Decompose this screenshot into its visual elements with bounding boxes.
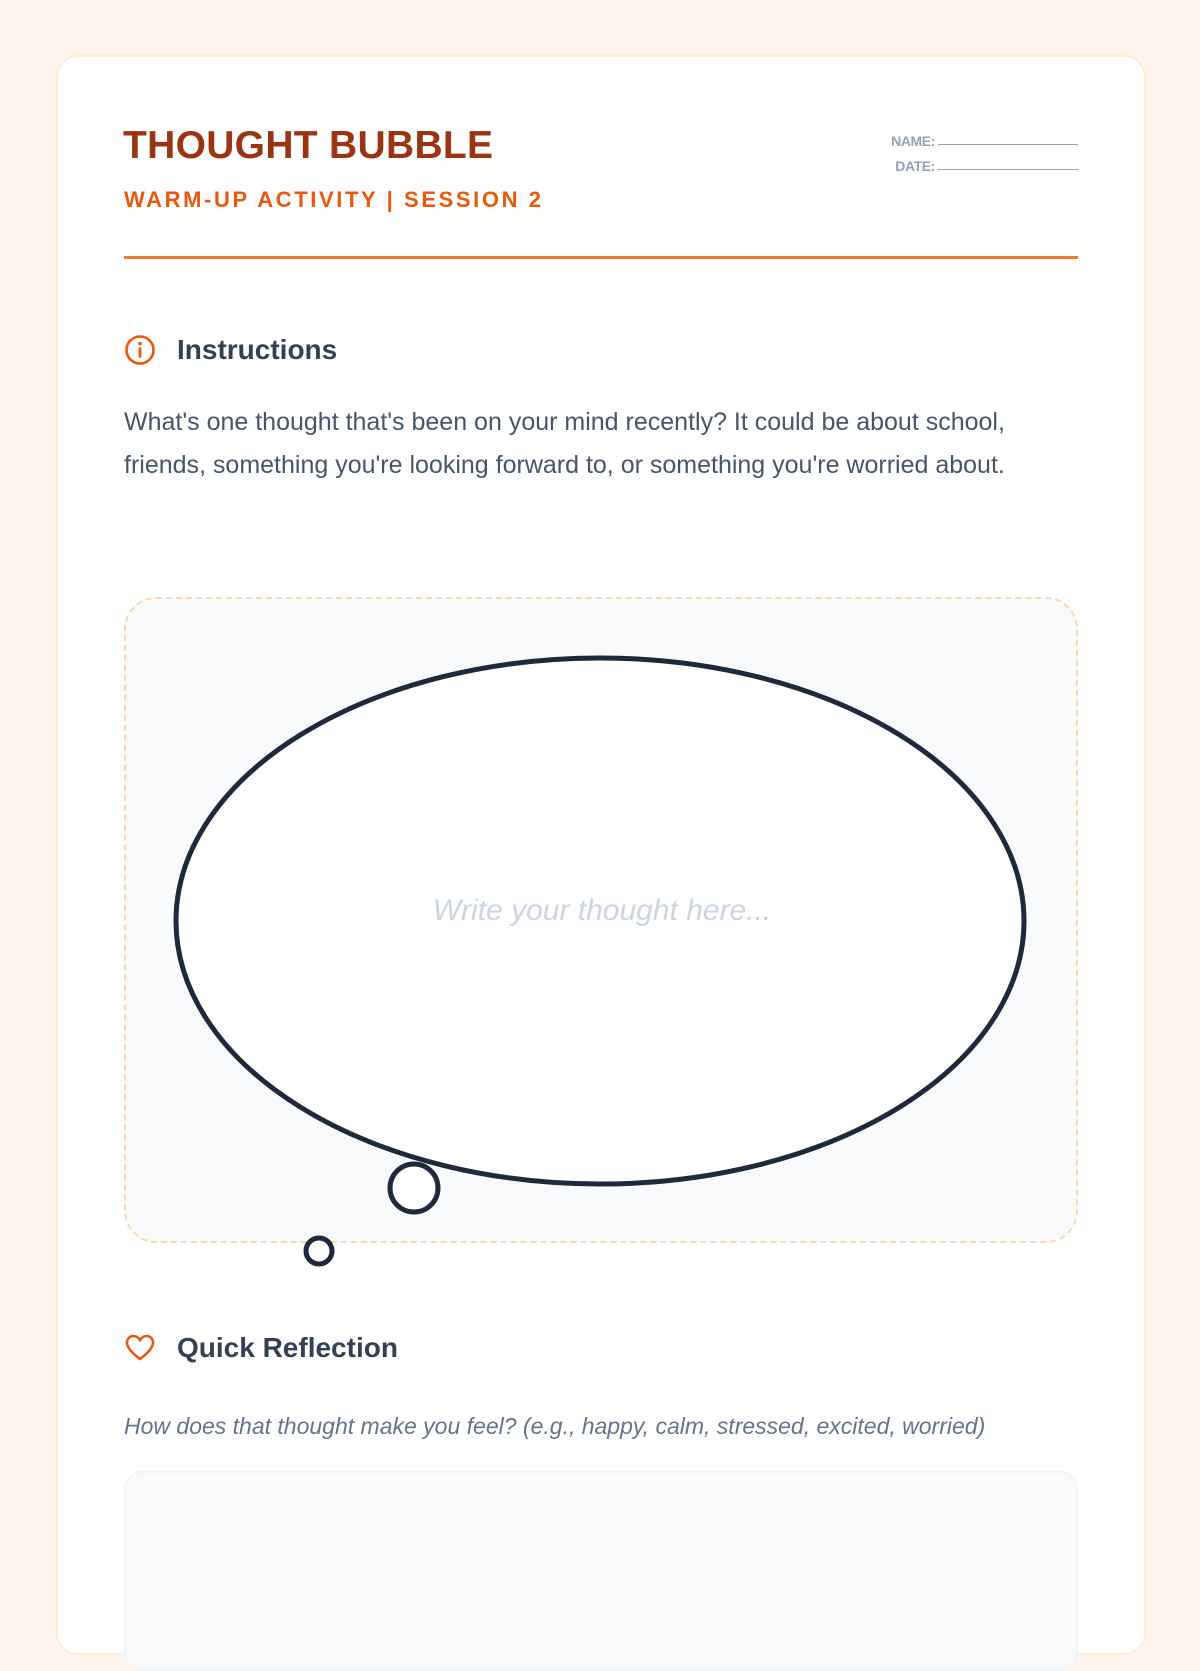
name-label: NAME: bbox=[891, 133, 935, 149]
reflection-prompt: How does that thought make you feel? (e.g., happy, calm, stressed, excited, worried) bbox=[124, 1413, 986, 1439]
date-line[interactable] bbox=[938, 169, 1078, 170]
info-icon bbox=[124, 334, 156, 366]
reflection-answer-field[interactable] bbox=[124, 1471, 1078, 1671]
date-field[interactable] bbox=[860, 149, 1078, 174]
thought-input[interactable] bbox=[330, 880, 874, 942]
page-subtitle: WARM-UP ACTIVITY | SESSION 2 bbox=[124, 187, 544, 212]
instructions-header bbox=[124, 334, 337, 366]
date-label: DATE: bbox=[895, 158, 935, 174]
instructions-text: What's one thought that's been on your mind recently? It could be about school, friends, something you're looking forward to, or something you're worried about. bbox=[124, 408, 1005, 479]
name-date-fields bbox=[860, 124, 1078, 174]
name-line[interactable] bbox=[938, 144, 1078, 145]
name-field[interactable] bbox=[860, 124, 1078, 149]
header-divider bbox=[124, 256, 1078, 259]
page-title: THOUGHT BUBBLE bbox=[123, 124, 494, 167]
instructions-heading: Instructions bbox=[177, 334, 338, 365]
reflection-header bbox=[124, 1332, 398, 1364]
heart-icon bbox=[124, 1332, 156, 1364]
reflection-heading: Quick Reflection bbox=[177, 1332, 398, 1363]
